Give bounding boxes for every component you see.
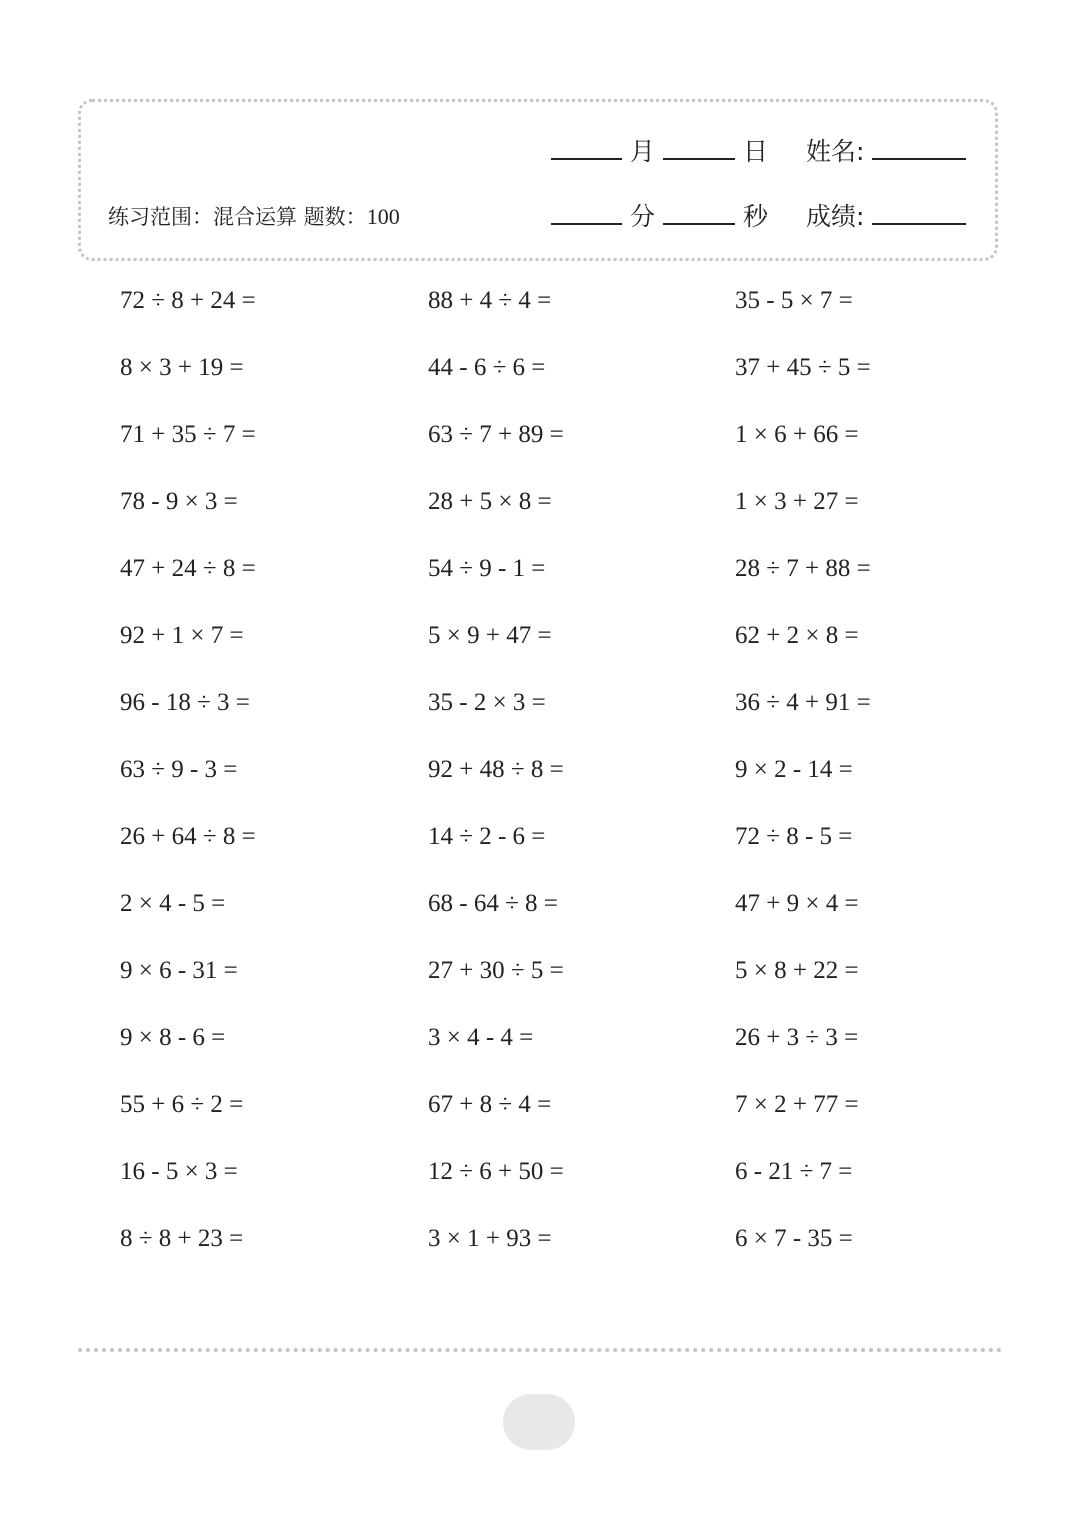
problem-item: 16 - 5 × 3 = <box>120 1158 238 1185</box>
problem-item: 5 × 9 + 47 = <box>428 622 552 649</box>
second-blank[interactable] <box>663 223 735 225</box>
page-number-pill <box>503 1394 575 1450</box>
day-blank[interactable] <box>663 158 735 160</box>
problem-item: 62 + 2 × 8 = <box>735 622 859 649</box>
month-blank[interactable] <box>551 158 622 160</box>
worksheet-header-box <box>78 99 998 261</box>
problem-item: 12 ÷ 6 + 50 = <box>428 1158 564 1185</box>
problem-item: 1 × 6 + 66 = <box>735 421 859 448</box>
problem-item: 44 - 6 ÷ 6 = <box>428 354 546 381</box>
problem-item: 26 + 3 ÷ 3 = <box>735 1024 859 1051</box>
problem-item: 35 - 2 × 3 = <box>428 689 546 716</box>
problem-item: 36 ÷ 4 + 91 = <box>735 689 871 716</box>
score-label: 成绩: <box>806 202 865 231</box>
problem-item: 9 × 6 - 31 = <box>120 957 238 984</box>
problem-item: 78 - 9 × 3 = <box>120 488 238 515</box>
problem-item: 63 ÷ 7 + 89 = <box>428 421 564 448</box>
problem-item: 88 + 4 ÷ 4 = <box>428 287 552 314</box>
problem-item: 9 × 2 - 14 = <box>735 756 853 783</box>
day-label: 日 <box>743 137 769 166</box>
problem-item: 8 ÷ 8 + 23 = <box>120 1225 244 1252</box>
practice-scope-text: 练习范围：混合运算 题数： <box>108 205 367 229</box>
problem-item: 35 - 5 × 7 = <box>735 287 853 314</box>
problem-item: 71 + 35 ÷ 7 = <box>120 421 256 448</box>
problem-item: 47 + 9 × 4 = <box>735 890 859 917</box>
minute-label: 分 <box>630 202 656 231</box>
problem-item: 68 - 64 ÷ 8 = <box>428 890 558 917</box>
problem-item: 2 × 4 - 5 = <box>120 890 226 917</box>
second-label: 秒 <box>743 202 769 231</box>
problem-item: 14 ÷ 2 - 6 = <box>428 823 546 850</box>
problem-count: 100 <box>366 204 400 229</box>
problem-item: 28 + 5 × 8 = <box>428 488 552 515</box>
practice-scope <box>108 200 400 234</box>
problem-item: 6 - 21 ÷ 7 = <box>735 1158 853 1185</box>
problem-item: 7 × 2 + 77 = <box>735 1091 859 1118</box>
problem-item: 92 + 1 × 7 = <box>120 622 244 649</box>
problem-item: 47 + 24 ÷ 8 = <box>120 555 256 582</box>
problem-item: 27 + 30 ÷ 5 = <box>428 957 564 984</box>
problem-item: 9 × 8 - 6 = <box>120 1024 226 1051</box>
problem-item: 3 × 4 - 4 = <box>428 1024 534 1051</box>
problem-item: 26 + 64 ÷ 8 = <box>120 823 256 850</box>
score-blank[interactable] <box>872 223 966 225</box>
problem-item: 72 ÷ 8 + 24 = <box>120 287 256 314</box>
problem-item: 72 ÷ 8 - 5 = <box>735 823 853 850</box>
problem-item: 96 - 18 ÷ 3 = <box>120 689 250 716</box>
problem-item: 1 × 3 + 27 = <box>735 488 859 515</box>
problem-item: 28 ÷ 7 + 88 = <box>735 555 871 582</box>
problem-item: 67 + 8 ÷ 4 = <box>428 1091 552 1118</box>
problem-item: 37 + 45 ÷ 5 = <box>735 354 871 381</box>
problem-item: 8 × 3 + 19 = <box>120 354 244 381</box>
problem-item: 6 × 7 - 35 = <box>735 1225 853 1252</box>
problem-item: 54 ÷ 9 - 1 = <box>428 555 546 582</box>
minute-blank[interactable] <box>551 223 622 225</box>
name-label: 姓名: <box>806 137 865 166</box>
problem-item: 55 + 6 ÷ 2 = <box>120 1091 244 1118</box>
problem-item: 63 ÷ 9 - 3 = <box>120 756 238 783</box>
problem-item: 92 + 48 ÷ 8 = <box>428 756 564 783</box>
problem-item: 5 × 8 + 22 = <box>735 957 859 984</box>
bottom-divider <box>78 1348 1002 1352</box>
problem-item: 3 × 1 + 93 = <box>428 1225 552 1252</box>
name-blank[interactable] <box>872 158 966 160</box>
month-label: 月 <box>630 137 656 166</box>
